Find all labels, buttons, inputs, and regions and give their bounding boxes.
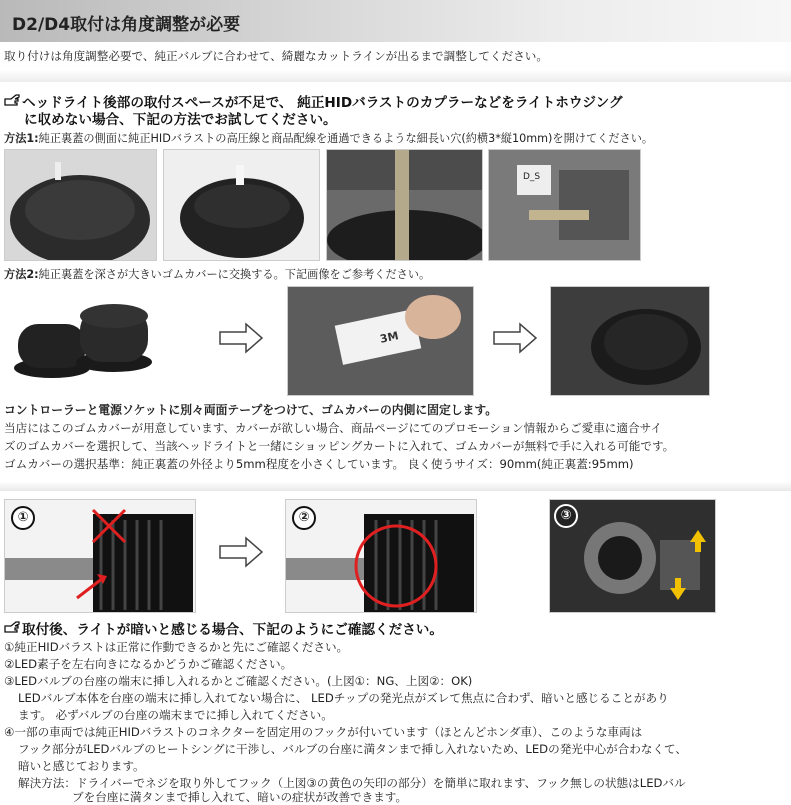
hook-photo xyxy=(549,499,716,613)
check-item-3: ③LEDバルブの台座の端末に挿し入れるかとご確認ください。(上図①：NG、上図②：OK) xyxy=(4,674,473,688)
section1-heading xyxy=(4,93,623,112)
pointing-hand-icon xyxy=(4,93,22,112)
section2-heading xyxy=(4,620,443,639)
method2 xyxy=(4,267,430,282)
method1-photo-1 xyxy=(4,149,157,261)
section1-heading-line1: ヘッドライト後部の取付スペースが不足で、 純正HIDバラストのカプラーなどをライトホウジング xyxy=(22,95,623,111)
tape-brand-text: 3M xyxy=(378,329,400,346)
method1-photo-4 xyxy=(488,149,641,261)
divider xyxy=(0,70,791,82)
check-item-4-detail-1: フック部分がLEDバルブのヒートシングに干渉し、バルブの台座に満タンまで挿し入れないため、LEDの発光中心が合わなくて、 xyxy=(18,742,687,756)
photo-label-text: D_S xyxy=(523,172,541,182)
divider-2 xyxy=(0,481,791,491)
pointing-hand-icon-2 xyxy=(4,620,22,639)
arrow-right-icon-3 xyxy=(218,536,264,568)
rubber-covers-photo xyxy=(4,286,156,394)
badge-2: ② xyxy=(292,506,316,530)
method2-label: 方法2: xyxy=(4,268,39,281)
bulb-photo-ng xyxy=(4,499,196,613)
method1-label: 方法1: xyxy=(4,132,39,145)
section1-heading-line2: に収めない場合、下記の方法でお試してください。 xyxy=(24,112,337,128)
method1-photo-2 xyxy=(163,149,320,261)
tape-photo xyxy=(287,286,474,396)
check-item-4-solution-1: 解決方法：ドライバーでネジを取り外してフック（上図③の黄色の矢印の部分）を簡単に取れます、フック無しの状態はLEDバル xyxy=(18,776,686,790)
check-item-4: ④一部の車両では純正HIDバラストのコネクターを固定用のフックが付いています（ほとんどホンダ車）、このような車両は xyxy=(4,725,643,739)
rubber-note-line3: ズのゴムカバーを選択して、当該ヘッドライトと一緒にショッピングカートに入れて、ゴムカバーが無料で手に入れる可能です。 xyxy=(4,439,675,453)
method2-text: 純正裏蓋を深さが大きいゴムカバーに交換する。下記画像をご参考ください。 xyxy=(38,268,431,281)
check-item-3-detail-1: LEDバルブ本体を台座の端末に挿し入れてない場合に、 LEDチップの発光点がズレて焦点に合わず、暗いと感じることがあり xyxy=(18,691,669,705)
intro-text: 取り付けは角度調整必要で、純正バルブに合わせて、綺麗なカットラインが出るまで調整してください。 xyxy=(4,49,548,63)
method1-photo-3 xyxy=(326,149,483,261)
method1 xyxy=(4,131,653,146)
installed-cover-photo xyxy=(550,286,710,396)
badge-1: ① xyxy=(11,506,35,530)
section2-heading-text: 取付後、ライトが暗いと感じる場合、下記のようにご確認ください。 xyxy=(22,622,443,638)
arrow-right-icon-2 xyxy=(492,322,538,354)
rubber-note-bold: コントローラーと電源ソケットに別々両面テープをつけて、ゴムカバーの内側に固定します。 xyxy=(4,403,497,417)
rubber-note-line2: 当店にはこのゴムカバーが用意しています、カバーが欲しい場合、商品ページにてのプロモーション情報からご愛車に適合サイ xyxy=(4,421,662,435)
page-title: D2/D4取付は角度調整が必要 xyxy=(12,15,241,35)
method1-text: 純正裏蓋の側面に純正HIDバラストの高圧線と商品配線を通過できるような細長い穴(約横3*縦10mm)を開けてください。 xyxy=(38,132,654,145)
check-item-3-detail-2: ます。 必ずバルブの台座の端末までに挿し入れてください。 xyxy=(18,708,333,722)
arrow-right-icon xyxy=(218,322,264,354)
check-item-4-solution-2: ブを台座に満タンまで挿し入れて、暗いの症状が改善できます。 xyxy=(72,790,408,804)
badge-3: ③ xyxy=(554,504,578,528)
rubber-note-line4: ゴムカバーの選択基準：純正裏蓋の外径より5mm程度を小さくしています。 良く使うサイズ：90mm(純正裏蓋:95mm) xyxy=(4,457,634,471)
bulb-photo-ok xyxy=(285,499,477,613)
check-item-4-detail-2: 暗いと感じております。 xyxy=(18,759,145,773)
check-item-2: ②LED素子を左右向きになるかどうかご確認ください。 xyxy=(4,657,293,671)
check-item-1: ①純正HIDバラストは正常に作動できるかと先にご確認ください。 xyxy=(4,640,349,654)
